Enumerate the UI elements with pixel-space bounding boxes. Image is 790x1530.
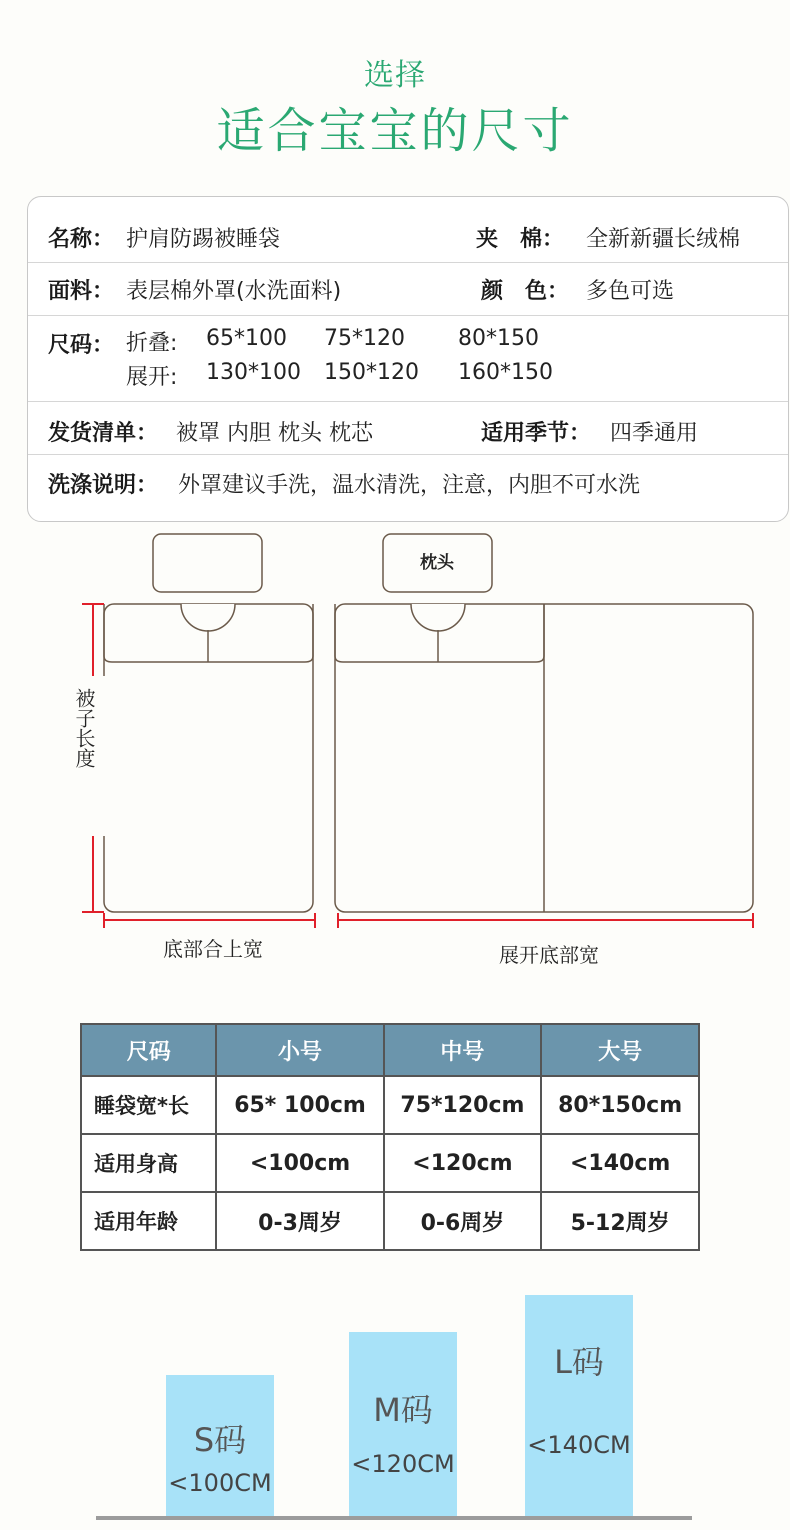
folded-pillow (153, 534, 262, 592)
color-label: 颜 色： (481, 279, 570, 304)
fabric-label: 面料： (48, 279, 115, 304)
info-row-name (28, 197, 788, 263)
size-bar-l (525, 1295, 633, 1518)
table-cell: 75*120cm (384, 1076, 542, 1134)
table-header: 小号 (216, 1024, 383, 1076)
table-cell: 0-6周岁 (384, 1192, 542, 1250)
size-bar-m (349, 1332, 457, 1518)
table-cell: <100cm (216, 1134, 383, 1192)
table-row-label: 睡袋宽*长 (81, 1076, 216, 1134)
info-row-size (28, 316, 788, 402)
page-title: 适合宝宝的尺寸 (216, 103, 574, 159)
wash-value: 外罩建议手洗，温水清洗，注意，内胆不可水洗 (178, 473, 641, 498)
filling-value: 全新新疆长绒棉 (586, 227, 741, 252)
size-label: 尺码： (48, 333, 115, 358)
unfolded-neck-cutout (411, 604, 465, 631)
info-row-fabric (28, 263, 788, 316)
folded-size-s: 65*100 (206, 326, 287, 351)
size-bar-height: <140CM (527, 1431, 631, 1459)
size-bar-label: L码 (554, 1343, 604, 1381)
pillow-label: 枕头 (420, 553, 454, 573)
table-row (81, 1076, 699, 1134)
table-row (81, 1134, 699, 1192)
info-row-contents (28, 402, 788, 455)
folded-label: 折叠: (126, 331, 178, 356)
contents-label: 发货清单： (48, 421, 159, 446)
table-cell: <120cm (384, 1134, 542, 1192)
table-header: 尺码 (81, 1024, 216, 1076)
name-label: 名称： (48, 227, 115, 252)
table-row-label: 适用身高 (81, 1134, 216, 1192)
info-row-wash (28, 455, 788, 521)
size-bar-height: <100CM (168, 1469, 272, 1497)
unfolded-label: 展开: (126, 365, 178, 390)
unfolded-width-label: 展开底部宽 (499, 943, 599, 967)
folded-size-l: 80*150 (458, 326, 539, 351)
name-value: 护肩防踢被睡袋 (126, 227, 281, 252)
size-bar-label: M码 (373, 1391, 433, 1429)
contents-value: 被罩 内胆 枕头 枕芯 (176, 421, 373, 446)
filling-label: 夹 棉： (476, 227, 565, 252)
table-row-label: 适用年龄 (81, 1192, 216, 1250)
size-bar-label: S码 (193, 1421, 247, 1459)
folded-neck-cutout (181, 604, 235, 631)
unfolded-size-l: 160*150 (458, 360, 553, 385)
table-row (81, 1192, 699, 1250)
color-value: 多色可选 (586, 279, 675, 304)
length-label: 被子长度 (72, 688, 96, 768)
fabric-value: 表层棉外罩(水洗面料) (126, 279, 342, 304)
season-label: 适用季节： (481, 421, 592, 446)
subtitle: 选择 (364, 58, 426, 93)
table-cell: 5-12周岁 (541, 1192, 699, 1250)
table-cell: 0-3周岁 (216, 1192, 383, 1250)
size-bar-s (166, 1375, 274, 1518)
product-info-card (27, 196, 789, 522)
season-value: 四季通用 (610, 421, 699, 446)
folded-size-m: 75*120 (324, 326, 405, 351)
table-cell: 80*150cm (541, 1076, 699, 1134)
table-header: 中号 (384, 1024, 542, 1076)
folded-width-label: 底部合上宽 (163, 937, 263, 961)
unfolded-size-s: 130*100 (206, 360, 301, 385)
table-cell: 65* 100cm (216, 1076, 383, 1134)
table-header-row (81, 1024, 699, 1076)
sleeping-bag-diagram (0, 528, 790, 998)
size-bar-height: <120CM (351, 1450, 455, 1478)
table-cell: <140cm (541, 1134, 699, 1192)
size-table (80, 1023, 700, 1251)
unfolded-size-m: 150*120 (324, 360, 419, 385)
bar-baseline (96, 1516, 692, 1520)
table-header: 大号 (541, 1024, 699, 1076)
wash-label: 洗涤说明： (48, 473, 159, 498)
